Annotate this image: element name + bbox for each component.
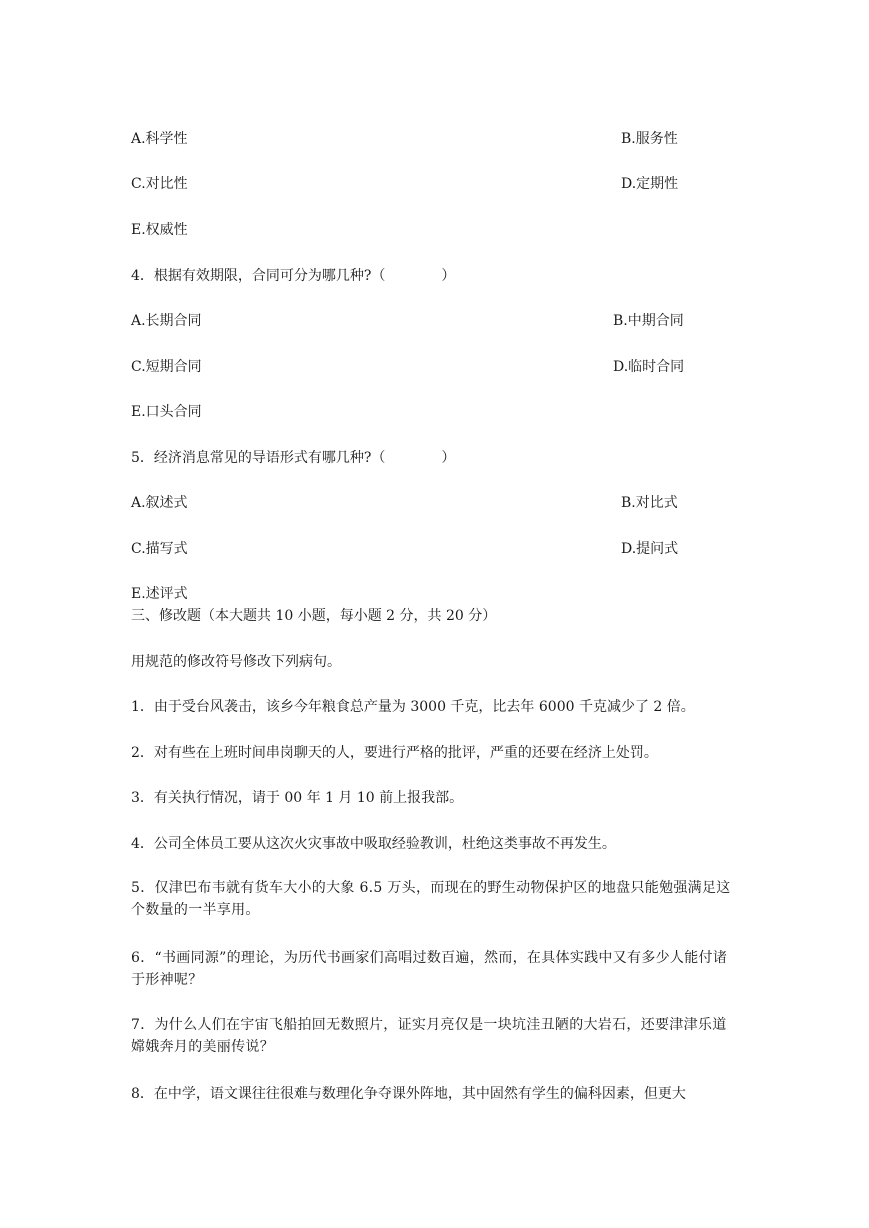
q3-option-c: C.对比性 — [131, 176, 188, 192]
q3-option-e: E.权威性 — [131, 222, 188, 238]
q3-option-d: D.定期性 — [621, 176, 679, 192]
revision-item-7: 7．为什么人们在宇宙飞船拍回无数照片，证实月亮仅是一块坑洼丑陋的大岩石，还要津津乐道嫦娥奔月的美丽传说？ — [131, 1017, 727, 1055]
q4-option-e: E.口头合同 — [131, 404, 202, 420]
q4-stem: 4．根据有效期限，合同可分为哪几种?（ ） — [131, 268, 456, 284]
section3-heading: 三、修改题（本大题共 10 小题，每小题 2 分，共 20 分） — [131, 608, 497, 624]
q4-option-d: D.临时合同 — [613, 359, 685, 375]
q5-option-e: E.述评式 — [131, 586, 188, 602]
q3-option-b: B.服务性 — [621, 131, 678, 147]
q4-option-b: B.中期合同 — [613, 313, 684, 329]
q5-option-b: B.对比式 — [621, 495, 678, 511]
q5-option-c: C.描写式 — [131, 541, 188, 557]
q5-option-a: A.叙述式 — [131, 495, 188, 511]
revision-item-8: 8．在中学，语文课往往很难与数理化争夺课外阵地，其中固然有学生的偏科因素，但更大 — [131, 1086, 686, 1102]
q4-option-c: C.短期合同 — [131, 359, 202, 375]
revision-item-4: 4．公司全体员工要从这次火灾事故中吸取经验教训，杜绝这类事故不再发生。 — [131, 836, 616, 852]
q4-option-a: A.长期合同 — [131, 313, 202, 329]
revision-item-3: 3．有关执行情况，请于 00 年 1 月 10 前上报我部。 — [131, 790, 464, 806]
q5-option-d: D.提问式 — [621, 541, 679, 557]
q5-stem: 5．经济消息常见的导语形式有哪几种?（ ） — [131, 450, 456, 466]
q3-option-a: A.科学性 — [131, 131, 188, 147]
section3-instruction: 用规范的修改符号修改下列病句。 — [131, 654, 341, 670]
revision-item-6: 6．“书画同源”的理论，为历代书画家们高唱过数百遍，然而，在具体实践中又有多少人能付诸于形神呢？ — [131, 950, 728, 988]
revision-item-2: 2．对有些在上班时间串岗聊天的人，要进行严格的批评，严重的还要在经济上处罚。 — [131, 745, 658, 761]
revision-item-5: 5．仅津巴布韦就有货车大小的大象 6.5 万头，而现在的野生动物保护区的地盘只能勉强满足这个数量的一半享用。 — [131, 880, 731, 918]
revision-item-1: 1．由于受台风袭击，该乡今年粮食总产量为 3000 千克，比去年 6000 千克减少了 2 倍。 — [131, 699, 695, 715]
